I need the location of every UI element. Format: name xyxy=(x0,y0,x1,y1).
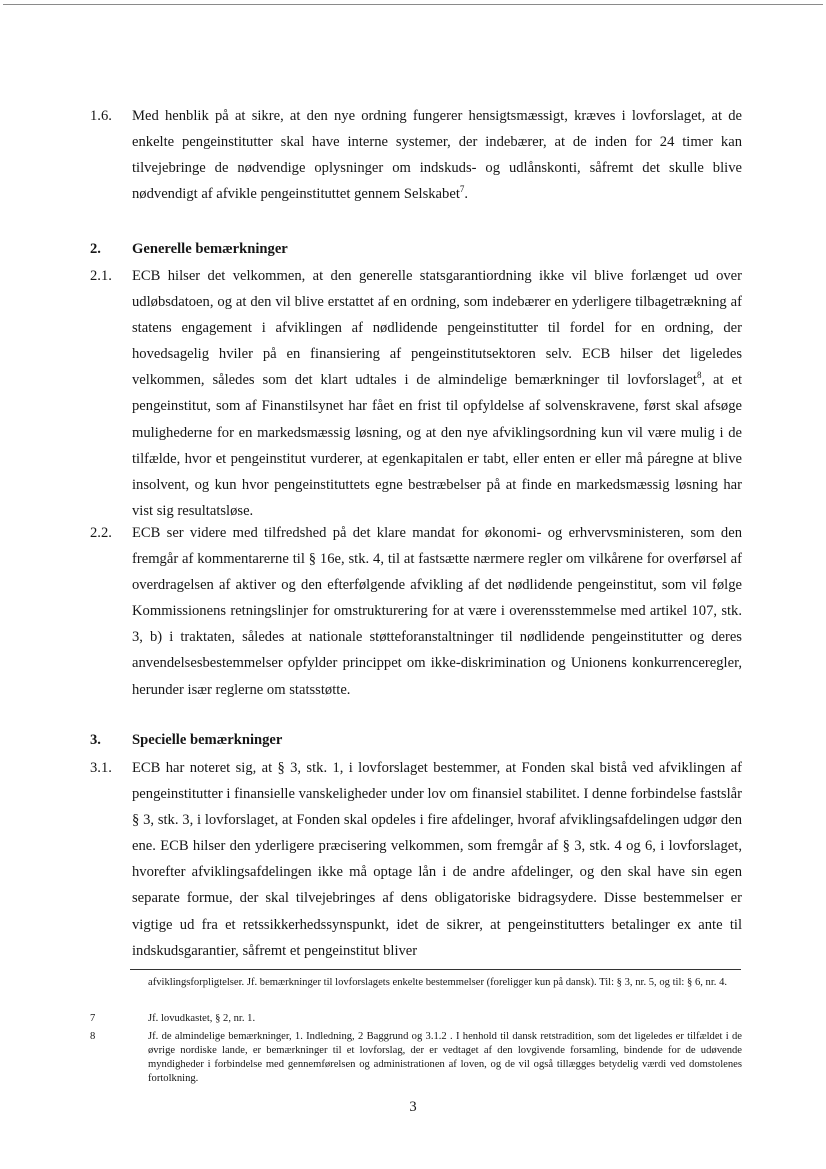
footnote-number: 7 xyxy=(90,1013,96,1024)
paragraph-text: Med henblik på at sikre, at den nye ordning fungerer hensigtsmæssigt, kræves i lovforslaget, at de enkelte pengeinstitutter skal have interne systemer, der indebærer, at de inden for 24 timer kan tilvejebringe de nødvendige oplysninger om indskuds- og udlånskonti, såfremt det skulle blive nødvendigt af afvikle pengeinstituttet gennem Selskabet$^7$. xyxy=(132,108,742,203)
section-title: Specielle bemærkninger xyxy=(132,732,283,748)
footnote-7 xyxy=(90,1012,742,1026)
footnote-separator xyxy=(130,969,741,970)
footnote-number: 8 xyxy=(90,1031,96,1042)
footnote-text: Jf. de almindelige bemærkninger, 1. Indledning, 2 Baggrund og 3.1.2 . I henhold til dansk retstradition, som det ligeledes er tilfældet i de øvrige nordiske lande, er bemærkninger til et lovforslag, der er vedtaget af den lovgivende forsamling, bindende for de udøvende myndigheder i forbindelse med gennemførelsen og administrationen af loven, og de vil også tillægges betydelig værdi ved domstolenes fortolkning. xyxy=(148,1031,742,1084)
scan-top-edge-line xyxy=(3,4,823,5)
page-number: 3 xyxy=(409,1099,417,1115)
paragraph-1-6 xyxy=(90,103,742,207)
section-number: 2. xyxy=(90,241,101,257)
section-heading-2 xyxy=(90,239,288,259)
paragraph-number: 3.1. xyxy=(90,760,112,776)
footnote-8 xyxy=(90,1030,742,1086)
paragraph-number: 2.2. xyxy=(90,525,112,541)
footnote-continuation xyxy=(90,976,742,990)
paragraph-text: ECB har noteret sig, at § 3, stk. 1, i lovforslaget bestemmer, at Fonden skal bistå ved afviklingen af pengeinstitutter i finansielle vanskeligheder under lov om finansiel stabilitet. I denne forbindelse fastslår § 3, stk. 3, i lovforslaget, at Fonden skal opdeles i fire afdelinger, hvoraf afviklingsafdelingen udgør den ene. ECB hilser den yderligere præcisering velkommen, som fremgår af § 3, stk. 4 og 6, i lovforslaget, hvorefter afviklingsafdelingen ikke må optage lån i de andre afdelinger, og den skal have sin egen separate formue, der skal tilvejebringes af dens obligatoriske bidragsydere. Disse bestemmelser er vigtige ud fra et retssikkerhedssynspunkt, idet de sikrer, at pengeinstitutters betalinger ex ante til indskudsgarantier, såfremt et pengeinstitut bliver xyxy=(132,760,742,959)
paragraph-3-1 xyxy=(90,755,742,964)
footnote-reference-8[interactable]: 8 xyxy=(696,370,702,381)
paragraph-2-1 xyxy=(90,263,742,524)
section-title: Generelle bemærkninger xyxy=(132,241,288,257)
footnote-reference-7[interactable]: 7 xyxy=(459,184,465,195)
section-number: 3. xyxy=(90,732,101,748)
section-heading-3 xyxy=(90,730,282,750)
footnote-text: Jf. lovudkastet, § 2, nr. 1. xyxy=(148,1013,256,1024)
paragraph-2-2 xyxy=(90,520,742,703)
paragraph-number: 2.1. xyxy=(90,268,112,284)
paragraph-number: 1.6. xyxy=(90,108,112,124)
paragraph-text: ECB ser videre med tilfredshed på det klare mandat for økonomi- og erhvervsministeren, som den fremgår af kommentarerne til § 16e, stk. 4, til at fastsætte nærmere regler om vilkårene for overførsel af overdragelsen af aktiver og den efterfølgende afvikling af det nødlidende pengeinstitut, som vil følge Kommissionens retningslinjer for omstrukturering for at være i overensstemmelse med artikel 107, stk. 3, b) i traktaten, således at nationale støtteforanstaltninger til nødlidende pengeinstitutter og deres anvendelsesbestemmelser opfylder princippet om ikke-diskrimination og Unionens konkurrenceregler, herunder især reglerne om statsstøtte. xyxy=(132,525,742,698)
footnote-text: afviklingsforpligtelser. Jf. bemærkninger til lovforslagets enkelte bestemmelser (foreligger kun på dansk). Til: § 3, nr. 5, og til: § 6, nr. 4. xyxy=(148,977,728,988)
paragraph-text: ECB hilser det velkommen, at den generelle statsgarantiordning ikke vil blive forlænget ud over udløbsdatoen, og at den vil blive erstattet af en ordning, som indebærer en yderligere tilbagetrækning af statens engagement i afviklingen af nødlidende pengeinstitutter til fordel for en ordning, der hovedsagelig hviler på en finansiering af pengeinstitutsektoren selv. ECB hilser det ligeledes velkommen, således som det klart udtales i de almindelige bemærkninger til lovforslaget$^8$, at et pengeinstitut, som af Finanstilsynet har fået en frist til opfyldelse af solvenskravene, først skal afsøge mulighederne for en markedsmæssig løsning, og at den nye afviklingsordning kun vil være mulig i de tilfælde, hvor et pengeinstitut vurderer, at egenkapitalen er tabt, eller enten er eller må páregne at blive insolvent, og kun hvor pengeinstituttets egne bestræbelser på at finde en markedsmæssig løsning har vist sig resultatsløse. xyxy=(132,268,743,519)
